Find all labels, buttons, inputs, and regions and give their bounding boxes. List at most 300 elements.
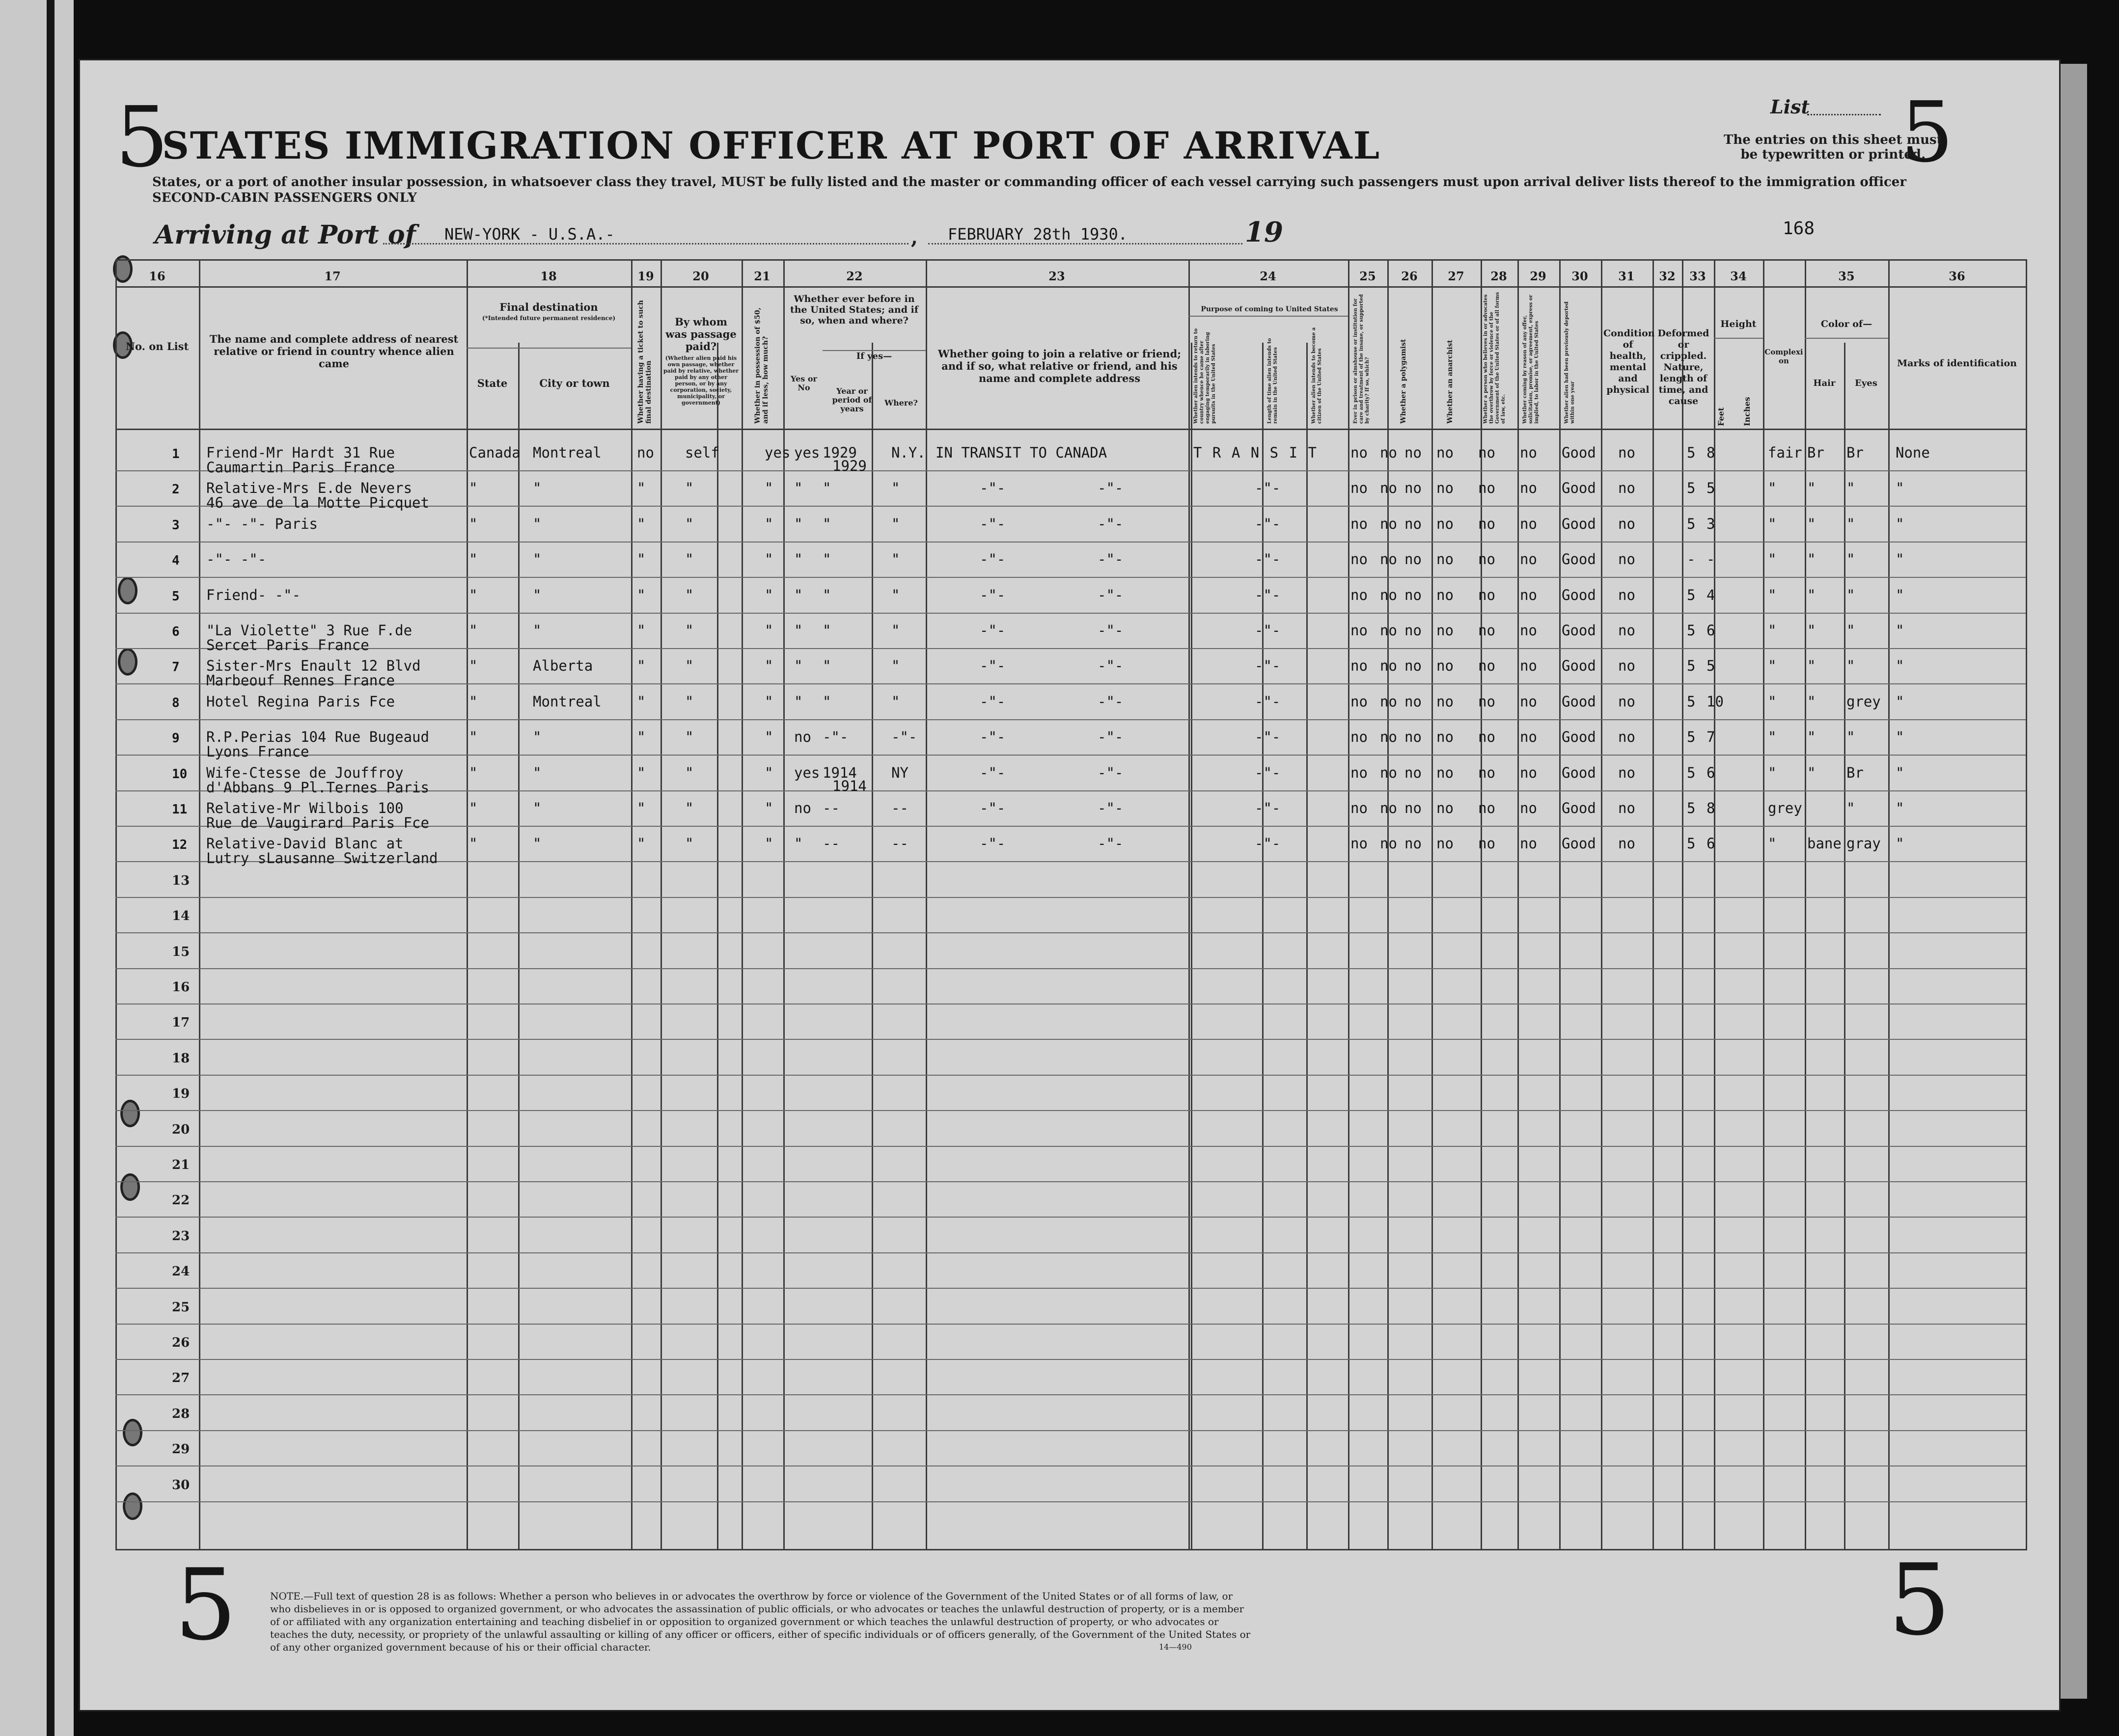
- passage-paid-cell: ": [685, 657, 694, 675]
- row-line: [115, 1324, 2026, 1325]
- anarchist-cell: no: [1404, 586, 1422, 603]
- purpose-cell: -"-: [1255, 515, 1281, 532]
- q28-cell: no: [1436, 729, 1454, 746]
- where-cell: ": [891, 622, 900, 639]
- destination-state: ": [469, 835, 478, 852]
- relative-address: -"- -"- Paris: [206, 515, 318, 532]
- subtitle-line: States, or a port of another insular possession, in whatsoever class they travel, MUST be fully listed and the master or commanding officer of each vessel carrying such passengers must upon arrival deliver lists thereof to the immigration officer: [152, 175, 1907, 190]
- health-cell: Good: [1562, 657, 1596, 675]
- prison-cell: no: [1350, 657, 1368, 675]
- relative-address-line2: Rue de Vaugirard Paris Fce: [206, 814, 429, 831]
- prison-cell: no: [1350, 729, 1368, 746]
- purpose-cell: -"-: [1255, 764, 1281, 781]
- header-where: Where?: [884, 398, 918, 407]
- q28-cell: no: [1436, 800, 1454, 816]
- where-cell: ": [891, 586, 900, 603]
- manifest-table: 16 17 18 19 20 21 22 23 24 25 26 27 28 29 30 31 32 33 34 35 36 No. on List The name and complete address of nearest relative or friend in country whence alien came Final destination (*Intended future permanent residence) State City or town Whether having a ticket to such final destination By whom was passage paid? (Whether alien paid his own passage, whether paid by relative, whether paid by any other person, or by any corporation, society, municipality, or government) Whether in possession of $50, and if less, how much? Whether ever before in the United States; and if so, when and where? Yes or No If yes— Year or period of years Where? Whether going to join a relative or friend; and if so, what relative or friend, and his name and complete address Purpose of coming to United States Whether alien intends to return to country whence he came after engaging temporarily in laboring pursuits in the United States Length of time alien intends to remain in the United States Whether alien intends to become a citizen of the United States Ever in prison or almshouse or institution for care and treatment of the insane, or supported by charity? If so, which? Whether a polygamist Whether an anarchist Whether a person who believes in or advocates the overthrow by force or violence of the Government of the United States or of all forms of law, etc. Whether coming by reason of any offer, solicitation, promise, or agreement, express or implied, to labor in the United States Whether alien had been previously deported within one year Condition of health, mental and physical Deformed or crippled. Nature, length of time, and cause Height Feet Inches Complexion Color of— Hair Eyes Marks of identification 1 Friend-Mr Hardt 31 Rue Caumartin Paris France Canada Montreal no self yes yes 1929 1929 N.Y. IN TRANSIT TO CANADA T R A N S I T no no no no no no Good no 5 8 fair Br Br None 2 Relative-Mrs E.de Nevers 46 ave de la Motte Picquet " " " " " " " " -"- -"- -"- no no no no no no Good no 5 5 " " " " 3 -"- -"- Paris " " " " " " " " -"- -"- -"- no no no no no no Good no 5 3 " " " " 4 -"- -"- " " " " " " " " -"- -"- -"- no no no no no no Good no - - " " " " 5 Friend- -"- " " " " " " " " -"- -"- -"- no no no no no no Good no 5 4 " " " " 6 "La Violette" 3 Rue F.de Sercet Paris France " " " " " " " " -"- -"- -"- no no no no no no Good no 5 6 " " " " 7 Sister-Mrs Enault 12 Blvd Marbeouf Rennes France " Alberta " " " " " " -"- -"- -"- no no no no no no Good no 5 5 " " " " 8 Hotel Regina Paris Fce " Montreal " " " " " " -"- -"- -"- no no no no no no Good no 5 10 " " grey " 9 R.P.Perias 104 Rue Bugeaud Lyons France " " " " " no -"- -"- -"- -"- -"- no no no no no no Good no 5 7 " " " " 10 Wife-Ctesse de Jouffroy d'Abbans 9 Pl.Ternes Paris " " " " " yes 1914 1914 NY -"- -"- -"- no no no no no no Good no 5 6 " " Br " 11 Relative-Mr Wilbois 100 Rue de Vaugirard Paris Fce " " " " " no -- -- -"- -"- -"- no no no no no no Good no 5 8 grey " " 12 Relative-David Blanc at Lutry sLausanne Switzerland " " " " " " -- -- -"- -"- -"- no no no no no no Good no 5 6 " bane gray " 13 14 15 16 17 18 19 20 21 22 23 24 25 26 27 28 29 30: [115, 259, 2026, 1550]
- anarchist-cell: no: [1404, 622, 1422, 639]
- q29-cell: no: [1478, 480, 1495, 497]
- join-relative-cell: -"-: [980, 551, 1006, 568]
- polygamist-cell: no: [1380, 480, 1397, 497]
- anarchist-cell: no: [1404, 729, 1422, 746]
- join-relative-cell: -"-: [980, 693, 1006, 710]
- marks-cell: ": [1896, 515, 1904, 532]
- header-subline: [467, 348, 631, 349]
- where-cell: ": [891, 480, 900, 497]
- marks-cell: ": [1896, 480, 1904, 497]
- year-cell-line2: 1914: [832, 777, 867, 794]
- header-subline: [1805, 338, 1888, 339]
- header-bottom-border: [115, 429, 2026, 430]
- q29-cell: no: [1478, 729, 1495, 746]
- relative-address: Relative-Mr Wilbois 100: [206, 800, 404, 816]
- q28-cell: no: [1436, 835, 1454, 852]
- polygamist-cell: no: [1380, 551, 1397, 568]
- column-number: 36: [1949, 269, 1965, 283]
- row-line: [115, 648, 2026, 649]
- column-number: 21: [754, 269, 771, 283]
- join-relative-cell: -"-: [980, 657, 1006, 675]
- header-subline: [1714, 338, 1763, 339]
- row-line: [115, 470, 2026, 471]
- footer-number-left: 5: [174, 1548, 237, 1662]
- before-in-us-cell: ": [794, 515, 803, 532]
- list-number-left: 5: [115, 89, 169, 186]
- footer-number-right: 5: [1888, 1543, 1951, 1657]
- where-cell: ": [891, 515, 900, 532]
- health-cell: Good: [1562, 622, 1596, 639]
- height-inches-cell: 8: [1706, 444, 1715, 461]
- table-bottom-border: [115, 1549, 2026, 1550]
- polygamist-cell: no: [1380, 657, 1397, 675]
- join-relative-cell: -"-: [1098, 800, 1124, 816]
- q30-cell: no: [1520, 622, 1537, 639]
- column-divider: [926, 259, 927, 1550]
- column-divider: [199, 259, 200, 1550]
- where-cell: --: [891, 835, 908, 852]
- column-divider: [2026, 259, 2027, 1550]
- column-divider: [1805, 259, 1806, 1550]
- join-relative-cell: -"-: [980, 480, 1006, 497]
- header-if-yes: If yes—: [856, 351, 892, 361]
- year-cell: 1914: [823, 764, 857, 781]
- column-number: 35: [1838, 269, 1855, 283]
- row-line: [115, 719, 2026, 720]
- q28-cell: no: [1436, 444, 1454, 461]
- marks-cell: ": [1896, 693, 1904, 710]
- header-passage-paid: By whom was passage paid?: [665, 316, 737, 353]
- polygamist-cell: no: [1380, 586, 1397, 603]
- column-divider: [1431, 259, 1433, 1550]
- fifty-dollars-cell: ": [765, 835, 773, 852]
- complexion-cell: ": [1768, 480, 1777, 497]
- purpose-cell: -"-: [1255, 622, 1281, 639]
- row-line: [115, 897, 2026, 898]
- ticket-cell: ": [637, 586, 646, 603]
- q30-cell: no: [1520, 764, 1537, 781]
- prison-cell: no: [1350, 693, 1368, 710]
- join-relative-cell: -"-: [980, 622, 1006, 639]
- join-relative-cell: -"-: [1098, 551, 1124, 568]
- relative-address: Friend- -"-: [206, 586, 301, 603]
- row-line: [115, 932, 2026, 933]
- health-cell: Good: [1562, 480, 1596, 497]
- prison-cell: no: [1350, 515, 1368, 532]
- destination-city: ": [533, 764, 542, 781]
- column-divider: [1601, 259, 1602, 1550]
- eyes-cell: ": [1846, 515, 1855, 532]
- complexion-cell: ": [1768, 622, 1777, 639]
- column-number-divider: [115, 286, 2026, 288]
- sub-column-divider: [1306, 343, 1308, 1550]
- prison-cell: no: [1350, 622, 1368, 639]
- passage-paid-cell: ": [685, 800, 694, 816]
- health-cell: Good: [1562, 693, 1596, 710]
- hair-cell: ": [1807, 622, 1816, 639]
- column-number: 32: [1659, 269, 1676, 283]
- header-final-destination: Final destination: [499, 301, 598, 313]
- relative-address: "La Violette" 3 Rue F.de: [206, 622, 413, 639]
- join-relative-cell: -"-: [1098, 764, 1124, 781]
- height-feet-cell: 5: [1687, 693, 1696, 710]
- passage-paid-cell: ": [685, 622, 694, 639]
- row-line: [115, 1181, 2026, 1182]
- fifty-dollars-cell: ": [765, 551, 773, 568]
- destination-state: ": [469, 622, 478, 639]
- deformed-cell: no: [1618, 480, 1635, 497]
- polygamist-cell: no: [1380, 444, 1397, 461]
- destination-city: ": [533, 622, 542, 639]
- purpose-cell: -"-: [1255, 551, 1281, 568]
- header-q29: Whether coming by reason of any offer, solicitation, promise, or agreement, express or implied, to labor in the United States: [1522, 295, 1540, 424]
- fifty-dollars-cell: yes: [765, 444, 791, 461]
- ticket-cell: ": [637, 800, 646, 816]
- q30-cell: no: [1520, 444, 1537, 461]
- hair-cell: ": [1807, 480, 1816, 497]
- footer-note: NOTE.—Full text of question 28 is as follows: Whether a person who believes in or advocates the overthrow by force or violence of the Government of the United States or of all forms of law, or who disbelieves in or is opposed to organized government, or who advocates the assassination of public officials, or who advocates or teaches the unlawful destruction of property, or is a member of or affiliated with any organization entertaining and teaching disbelief in or opposition to organized government or which teaches the unlawful destruction of property, or who advocates or teaches the duty, necessity, or propriety of the unlawful assaulting or killing of any officer or officers, either of specific individuals or of officers generally, of the Government of the United States or of any other organized government because of his or their official character.: [270, 1590, 1251, 1653]
- height-feet-cell: 5: [1687, 480, 1696, 497]
- ticket-cell: ": [637, 551, 646, 568]
- before-in-us-cell: ": [794, 835, 803, 852]
- eyes-cell: ": [1846, 657, 1855, 675]
- list-number-right: 5: [1900, 84, 1954, 181]
- join-relative-cell: -"-: [1098, 835, 1124, 852]
- hair-cell: ": [1807, 657, 1816, 675]
- anarchist-cell: no: [1404, 444, 1422, 461]
- typed-note: [1724, 133, 1943, 162]
- marks-cell: ": [1896, 551, 1904, 568]
- page-subtitle: [152, 174, 1907, 206]
- row-line: [115, 1110, 2026, 1111]
- header-complexion: Complexion: [1764, 348, 1803, 365]
- height-feet-cell: 5: [1687, 729, 1696, 746]
- header-deformed: Deformed or crippled. Nature, length of time, and cause: [1657, 328, 1709, 407]
- column-divider: [1517, 259, 1519, 1550]
- destination-city: ": [533, 515, 542, 532]
- column-number: 33: [1689, 269, 1706, 283]
- passage-paid-cell: ": [685, 551, 694, 568]
- deformed-cell: no: [1618, 657, 1635, 675]
- passage-paid-cell: ": [685, 693, 694, 710]
- where-cell: NY: [891, 764, 908, 781]
- complexion-cell: grey: [1768, 800, 1802, 816]
- year-cell: ": [823, 480, 831, 497]
- complexion-cell: ": [1768, 551, 1777, 568]
- header-fifty-dollars: Whether in possession of $50, and if less, how much?: [754, 307, 770, 424]
- row-line: [115, 1394, 2026, 1395]
- column-number: 34: [1730, 269, 1747, 283]
- column-number: 31: [1618, 269, 1635, 283]
- sub-column-divider: [872, 343, 873, 1550]
- fifty-dollars-cell: ": [765, 657, 773, 675]
- prison-cell: no: [1350, 444, 1368, 461]
- row-line: [115, 1465, 2026, 1466]
- deformed-cell: no: [1618, 729, 1635, 746]
- header-ticket: Whether having a ticket to such final destination: [637, 300, 653, 424]
- page-edge: [2058, 64, 2087, 1699]
- hair-cell: ": [1807, 551, 1816, 568]
- row-line: [115, 1359, 2026, 1360]
- column-divider: [1682, 259, 1683, 1550]
- prison-cell: no: [1350, 480, 1368, 497]
- deformed-cell: no: [1618, 835, 1635, 852]
- height-inches-cell: 4: [1706, 586, 1715, 603]
- q29-cell: no: [1478, 657, 1495, 675]
- join-relative-cell: -"-: [980, 586, 1006, 603]
- height-feet-cell: 5: [1687, 764, 1696, 781]
- row-line: [115, 1501, 2026, 1502]
- passage-paid-cell: ": [685, 515, 694, 532]
- hair-cell: ": [1807, 764, 1816, 781]
- deformed-cell: no: [1618, 515, 1635, 532]
- q30-cell: no: [1520, 551, 1537, 568]
- height-inches-cell: 5: [1706, 657, 1715, 675]
- q28-cell: no: [1436, 480, 1454, 497]
- height-feet-cell: 5: [1687, 586, 1696, 603]
- marks-cell: ": [1896, 729, 1904, 746]
- header-purpose-a: Whether alien intends to return to country whence he came after engaging temporarily in laboring pursuits in the United States: [1193, 328, 1216, 424]
- complexion-cell: ": [1768, 764, 1777, 781]
- header-state: State: [477, 377, 508, 389]
- year-cell: ": [823, 693, 831, 710]
- polygamist-cell: no: [1380, 693, 1397, 710]
- year-cell: ": [823, 515, 831, 532]
- destination-state: ": [469, 480, 478, 497]
- q29-cell: no: [1478, 515, 1495, 532]
- row-line: [115, 1146, 2026, 1147]
- anarchist-cell: no: [1404, 551, 1422, 568]
- height-feet-cell: 5: [1687, 515, 1696, 532]
- polygamist-cell: no: [1380, 764, 1397, 781]
- row-line: [115, 613, 2026, 614]
- deformed-cell: no: [1618, 444, 1635, 461]
- where-cell: ": [891, 551, 900, 568]
- destination-city: ": [533, 729, 542, 746]
- destination-city: Montreal: [533, 693, 602, 710]
- column-divider: [467, 259, 468, 1550]
- year-prefix: 19: [1245, 216, 1283, 248]
- anarchist-cell: no: [1404, 480, 1422, 497]
- header-city: City or town: [539, 377, 610, 389]
- before-in-us-cell: no: [794, 800, 811, 816]
- arriving-label: Arriving at Port of: [155, 220, 416, 250]
- column-number: 30: [1571, 269, 1588, 283]
- before-in-us-cell: yes: [794, 764, 820, 781]
- q29-cell: no: [1478, 586, 1495, 603]
- column-number: 19: [637, 269, 654, 283]
- join-relative-cell: -"-: [1098, 480, 1124, 497]
- hair-cell: Br: [1807, 444, 1824, 461]
- sub-column-divider: [518, 343, 520, 1550]
- q30-cell: no: [1520, 515, 1537, 532]
- year-cell: --: [823, 800, 840, 816]
- header-yes-no: Yes or No: [791, 374, 817, 392]
- where-cell: -"-: [891, 729, 917, 746]
- complexion-cell: ": [1768, 586, 1777, 603]
- where-cell: --: [891, 800, 908, 816]
- hair-cell: ": [1807, 693, 1816, 710]
- anarchist-cell: no: [1404, 657, 1422, 675]
- join-relative-cell: -"-: [1098, 515, 1124, 532]
- q30-cell: no: [1520, 480, 1537, 497]
- prison-cell: no: [1350, 586, 1368, 603]
- join-relative-cell: -"-: [1098, 657, 1124, 675]
- q28-cell: no: [1436, 515, 1454, 532]
- header-eyes: Eyes: [1855, 378, 1877, 388]
- fifty-dollars-cell: ": [765, 586, 773, 603]
- anarchist-cell: no: [1404, 764, 1422, 781]
- hair-cell: ": [1807, 515, 1816, 532]
- health-cell: Good: [1562, 729, 1596, 746]
- header-marks: Marks of identification: [1897, 358, 2017, 369]
- anarchist-cell: no: [1404, 835, 1422, 852]
- column-number: 17: [324, 269, 341, 283]
- where-cell: ": [891, 657, 900, 675]
- marks-cell: None: [1896, 444, 1930, 461]
- fifty-dollars-cell: ": [765, 800, 773, 816]
- column-divider: [1763, 259, 1764, 1550]
- column-divider: [1188, 259, 1190, 1550]
- header-final-destination-note: (*Intended future permanent residence): [482, 315, 616, 322]
- marks-cell: ": [1896, 586, 1904, 603]
- eyes-cell: ": [1846, 622, 1855, 639]
- before-in-us-cell: ": [794, 551, 803, 568]
- join-relative-cell: -"-: [980, 800, 1006, 816]
- height-feet-cell: 5: [1687, 835, 1696, 852]
- q30-cell: no: [1520, 835, 1537, 852]
- height-inches-cell: 8: [1706, 800, 1715, 816]
- passage-paid-cell: ": [685, 586, 694, 603]
- join-relative-cell: -"-: [1098, 622, 1124, 639]
- column-number: 22: [846, 269, 863, 283]
- complexion-cell: ": [1768, 515, 1777, 532]
- health-cell: Good: [1562, 835, 1596, 852]
- before-in-us-cell: ": [794, 480, 803, 497]
- passage-paid-cell: ": [685, 729, 694, 746]
- q28-cell: no: [1436, 551, 1454, 568]
- eyes-cell: Br: [1846, 764, 1864, 781]
- polygamist-cell: no: [1380, 515, 1397, 532]
- header-health: Condition of health, mental and physical: [1603, 328, 1655, 395]
- height-feet-cell: 5: [1687, 657, 1696, 675]
- complexion-cell: fair: [1768, 444, 1802, 461]
- destination-city: Montreal: [533, 444, 602, 461]
- complexion-cell: ": [1768, 835, 1777, 852]
- anarchist-cell: no: [1404, 800, 1422, 816]
- q29-cell: no: [1478, 551, 1495, 568]
- ticket-cell: ": [637, 622, 646, 639]
- header-relative: The name and complete address of nearest relative or friend in country whence alien came: [209, 333, 459, 370]
- year-cell-line2: 1929: [832, 458, 867, 474]
- row-line: [115, 1288, 2026, 1289]
- before-in-us-cell: ": [794, 586, 803, 603]
- destination-state: ": [469, 729, 478, 746]
- eyes-cell: gray: [1846, 835, 1881, 852]
- destination-city: ": [533, 480, 542, 497]
- ticket-cell: ": [637, 693, 646, 710]
- fifty-dollars-cell: ": [765, 764, 773, 781]
- q28-cell: no: [1436, 622, 1454, 639]
- fifty-dollars-cell: ": [765, 693, 773, 710]
- header-before-in-us: Whether ever before in the United States; and if so, when and where?: [790, 294, 919, 326]
- row-line: [115, 683, 2026, 684]
- header-q28: Whether a person who believes in or advocates the overthrow by force or violence of the Government of the United States or of all forms of law, etc.: [1483, 292, 1506, 424]
- before-in-us-cell: ": [794, 657, 803, 675]
- relative-address: Relative-David Blanc at: [206, 835, 404, 852]
- column-number: 28: [1490, 269, 1507, 283]
- relative-address: -"- -"-: [206, 551, 267, 568]
- complexion-cell: ": [1768, 729, 1777, 746]
- destination-city: Alberta: [533, 657, 593, 675]
- column-divider: [742, 259, 743, 1550]
- header-year: Year or period of years: [832, 386, 872, 413]
- where-cell: ": [891, 693, 900, 710]
- subtitle-line: SECOND-CABIN PASSENGERS ONLY: [152, 190, 417, 205]
- purpose-cell: -"-: [1255, 586, 1281, 603]
- relative-address-line2: Lyons France: [206, 743, 309, 760]
- relative-address: Hotel Regina Paris Fce: [206, 693, 395, 710]
- join-relative-cell: -"-: [980, 835, 1006, 852]
- header-subline: [823, 350, 926, 351]
- column-number: 25: [1359, 269, 1376, 283]
- join-relative-cell: -"-: [980, 729, 1006, 746]
- column-divider: [1652, 259, 1654, 1550]
- column-number: 26: [1401, 269, 1418, 283]
- complexion-cell: ": [1768, 657, 1777, 675]
- relative-address: Sister-Mrs Enault 12 Blvd: [206, 657, 421, 675]
- health-cell: Good: [1562, 444, 1596, 461]
- height-feet-cell: 5: [1687, 622, 1696, 639]
- relative-address-line2: d'Abbans 9 Pl.Ternes Paris: [206, 779, 429, 796]
- q29-cell: no: [1478, 764, 1495, 781]
- health-cell: Good: [1562, 515, 1596, 532]
- destination-city: ": [533, 586, 542, 603]
- destination-state: ": [469, 515, 478, 532]
- prison-cell: no: [1350, 800, 1368, 816]
- page-title: STATES IMMIGRATION OFFICER AT PORT OF ARRIVAL: [162, 124, 1381, 167]
- before-in-us-cell: yes: [794, 444, 820, 461]
- header-no-on-list: No. on List: [125, 340, 189, 353]
- destination-state: ": [469, 586, 478, 603]
- fifty-dollars-cell: ": [765, 480, 773, 497]
- eyes-cell: ": [1846, 586, 1855, 603]
- q29-cell: no: [1478, 693, 1495, 710]
- fifty-dollars-cell: ": [765, 622, 773, 639]
- column-number: 16: [149, 269, 165, 283]
- where-cell: N.Y.: [891, 444, 926, 461]
- header-purpose-c: Whether alien intends to become a citizen of the United States: [1311, 327, 1322, 424]
- purpose-cell: -"-: [1255, 693, 1281, 710]
